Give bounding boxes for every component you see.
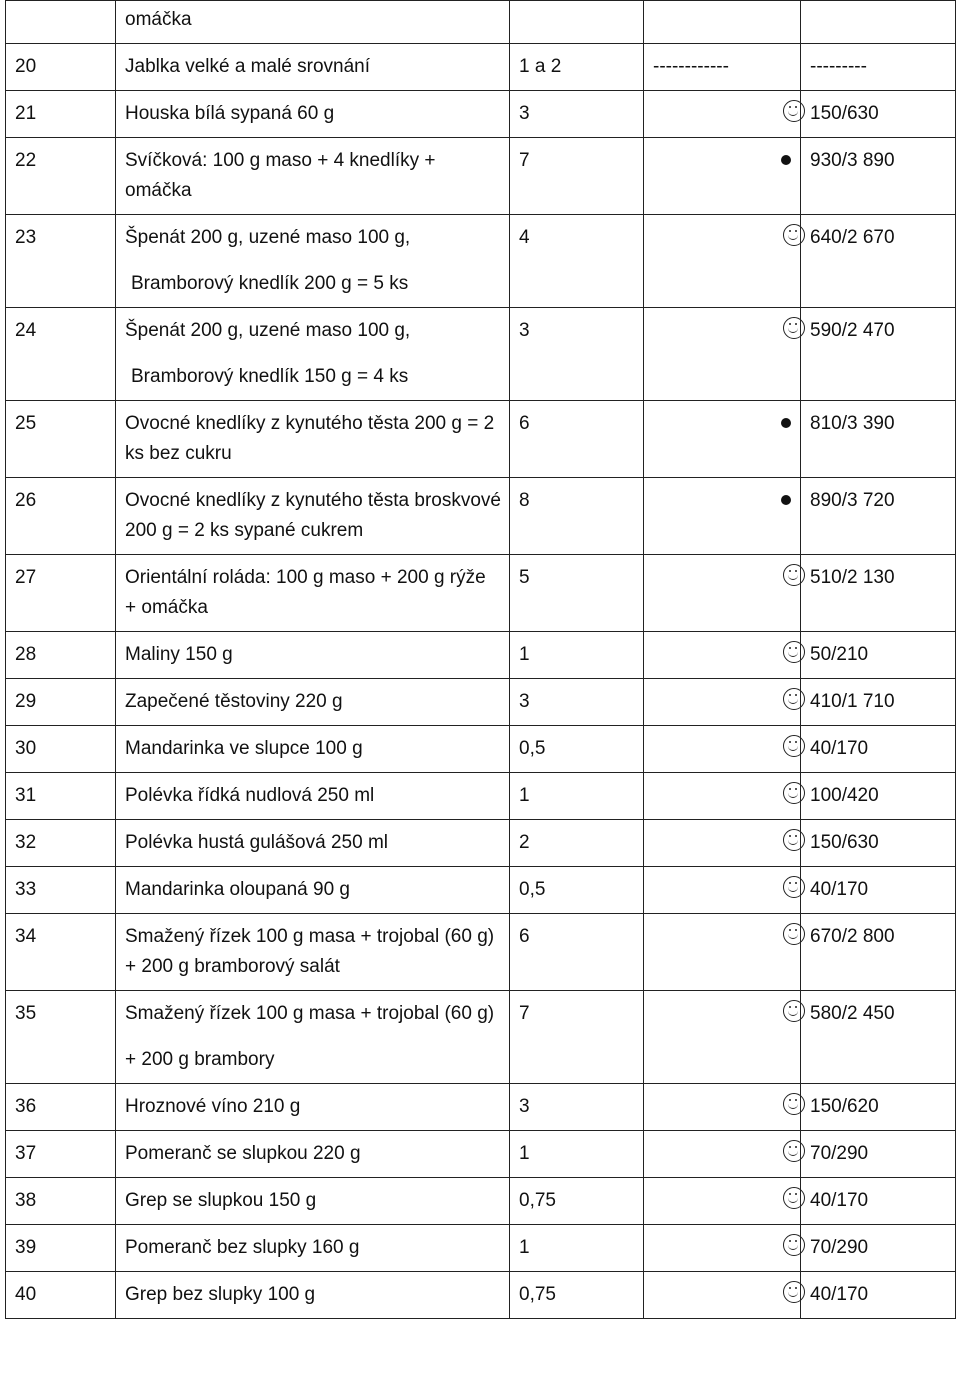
smiley-face-icon	[783, 1234, 805, 1256]
black-dot-icon	[781, 155, 791, 165]
energy-value: 590/2 470	[801, 308, 956, 401]
rating-cell	[644, 1, 801, 44]
table-row	[6, 914, 956, 991]
row-number: 34	[6, 914, 116, 991]
bread-units: 0,5	[510, 867, 644, 914]
bread-units: 1	[510, 1131, 644, 1178]
food-name	[116, 1178, 510, 1225]
bread-units: 1	[510, 1225, 644, 1272]
food-table	[5, 0, 956, 1319]
rating-cell	[644, 991, 801, 1084]
row-number: 37	[6, 1131, 116, 1178]
row-number: 24	[6, 308, 116, 401]
food-name	[116, 726, 510, 773]
smiley-face-icon	[783, 688, 805, 710]
energy-value: 40/170	[801, 726, 956, 773]
rating-cell	[644, 679, 801, 726]
food-name	[116, 867, 510, 914]
smiley-face-icon	[783, 224, 805, 246]
bread-units: 6	[510, 401, 644, 478]
table-row	[6, 555, 956, 632]
food-name-detail: Bramborový knedlík 200 g = 5 ks	[131, 273, 409, 294]
rating-cell	[644, 867, 801, 914]
energy-value: 890/3 720	[801, 478, 956, 555]
smiley-face-icon	[783, 782, 805, 804]
rating-cell	[644, 138, 801, 215]
food-name-text: Orientální roláda: 100 g maso + 200 g rýže + omáčka	[125, 567, 486, 618]
food-name-text: Mandarinka oloupaná 90 g	[125, 879, 351, 900]
rating-cell	[644, 555, 801, 632]
table-row	[6, 679, 956, 726]
bread-units: 5	[510, 555, 644, 632]
energy-value: 640/2 670	[801, 215, 956, 308]
row-number: 40	[6, 1272, 116, 1319]
smiley-face-icon	[783, 876, 805, 898]
food-name	[116, 773, 510, 820]
food-name-text: Zapečené těstoviny 220 g	[125, 691, 343, 712]
energy-value: 810/3 390	[801, 401, 956, 478]
rating-cell	[644, 401, 801, 478]
black-dot-icon	[781, 418, 791, 428]
energy-value: 40/170	[801, 1178, 956, 1225]
table-row	[6, 1272, 956, 1319]
food-name-text: Polévka hustá gulášová 250 ml	[125, 832, 388, 853]
row-number: 33	[6, 867, 116, 914]
food-name	[116, 679, 510, 726]
bread-units: 0,75	[510, 1178, 644, 1225]
smiley-face-icon	[783, 641, 805, 663]
row-number: 39	[6, 1225, 116, 1272]
row-number: 29	[6, 679, 116, 726]
table-row	[6, 991, 956, 1084]
smiley-face-icon	[783, 1140, 805, 1162]
table-row	[6, 44, 956, 91]
energy-value: 50/210	[801, 632, 956, 679]
table-row	[6, 401, 956, 478]
bread-units: 0,75	[510, 1272, 644, 1319]
rating-cell	[644, 478, 801, 555]
food-table-body	[6, 1, 956, 1319]
food-name-text: Smažený řízek 100 g masa + trojobal (60 g)	[125, 1003, 495, 1024]
rating-cell	[644, 91, 801, 138]
food-name	[116, 138, 510, 215]
food-name-text: Houska bílá sypaná 60 g	[125, 103, 335, 124]
rating-cell	[644, 308, 801, 401]
table-row	[6, 138, 956, 215]
table-row	[6, 478, 956, 555]
table-row	[6, 867, 956, 914]
table-row	[6, 308, 956, 401]
energy-value: 510/2 130	[801, 555, 956, 632]
table-row	[6, 91, 956, 138]
food-name	[116, 820, 510, 867]
food-name-text: Špenát 200 g, uzené maso 100 g,	[125, 227, 411, 248]
row-number	[6, 1, 116, 44]
table-row	[6, 1084, 956, 1131]
energy-value	[801, 1, 956, 44]
smiley-face-icon	[783, 735, 805, 757]
food-name	[116, 1272, 510, 1319]
bread-units: 1	[510, 773, 644, 820]
black-dot-icon	[781, 495, 791, 505]
table-row	[6, 820, 956, 867]
bread-units: 3	[510, 1084, 644, 1131]
food-name	[116, 555, 510, 632]
food-name-text: Hroznové víno 210 g	[125, 1096, 301, 1117]
bread-units: 7	[510, 991, 644, 1084]
bread-units: 3	[510, 308, 644, 401]
food-name	[116, 308, 510, 401]
rating-cell	[644, 1178, 801, 1225]
smiley-face-icon	[783, 923, 805, 945]
rating-cell	[644, 773, 801, 820]
smiley-face-icon	[783, 1281, 805, 1303]
smiley-face-icon	[783, 1093, 805, 1115]
bread-units: 1 a 2	[510, 44, 644, 91]
food-name	[116, 478, 510, 555]
table-row	[6, 726, 956, 773]
smiley-face-icon	[783, 829, 805, 851]
energy-value: 150/630	[801, 820, 956, 867]
food-name-text: Pomeranč se slupkou 220 g	[125, 1143, 361, 1164]
food-name	[116, 1131, 510, 1178]
smiley-face-icon	[783, 1187, 805, 1209]
row-number: 21	[6, 91, 116, 138]
smiley-face-icon	[783, 100, 805, 122]
food-name	[116, 91, 510, 138]
rating-cell	[644, 632, 801, 679]
row-number: 23	[6, 215, 116, 308]
food-name	[116, 215, 510, 308]
food-name-detail: + 200 g brambory	[125, 1049, 275, 1070]
food-name-text: Mandarinka ve slupce 100 g	[125, 738, 363, 759]
table-row-continuation	[6, 1, 956, 44]
row-number: 26	[6, 478, 116, 555]
rating-cell	[644, 726, 801, 773]
bread-units: 7	[510, 138, 644, 215]
rating-cell	[644, 1131, 801, 1178]
energy-value: 930/3 890	[801, 138, 956, 215]
table-row	[6, 1178, 956, 1225]
row-number: 30	[6, 726, 116, 773]
food-name-text: Grep bez slupky 100 g	[125, 1284, 316, 1305]
energy-value: 100/420	[801, 773, 956, 820]
bread-units: 4	[510, 215, 644, 308]
bread-units: 0,5	[510, 726, 644, 773]
rating-cell	[644, 1272, 801, 1319]
row-number: 38	[6, 1178, 116, 1225]
energy-value: 670/2 800	[801, 914, 956, 991]
bread-units: 2	[510, 820, 644, 867]
table-row	[6, 1225, 956, 1272]
food-name	[116, 44, 510, 91]
rating-cell	[644, 1225, 801, 1272]
smiley-face-icon	[783, 564, 805, 586]
food-name	[116, 632, 510, 679]
table-row	[6, 773, 956, 820]
bread-units: 1	[510, 632, 644, 679]
energy-value: 410/1 710	[801, 679, 956, 726]
rating-cell	[644, 914, 801, 991]
energy-value: 150/620	[801, 1084, 956, 1131]
table-row	[6, 632, 956, 679]
smiley-face-icon	[783, 317, 805, 339]
row-number: 27	[6, 555, 116, 632]
energy-value: 150/630	[801, 91, 956, 138]
energy-value: 70/290	[801, 1225, 956, 1272]
rating-cell	[644, 1084, 801, 1131]
smiley-face-icon	[783, 1000, 805, 1022]
food-name-text: Polévka řídká nudlová 250 ml	[125, 785, 375, 806]
row-number: 20	[6, 44, 116, 91]
food-name-detail: Bramborový knedlík 150 g = 4 ks	[131, 366, 409, 387]
rating-cell	[644, 215, 801, 308]
energy-value: 580/2 450	[801, 991, 956, 1084]
food-name: omáčka	[116, 1, 510, 44]
bread-units: 3	[510, 679, 644, 726]
row-number: 31	[6, 773, 116, 820]
food-name	[116, 914, 510, 991]
food-name	[116, 1084, 510, 1131]
food-name-text: Ovocné knedlíky z kynutého těsta broskvové 200 g = 2 ks sypané cukrem	[125, 490, 501, 541]
row-number: 22	[6, 138, 116, 215]
food-name	[116, 991, 510, 1084]
energy-value: 40/170	[801, 1272, 956, 1319]
energy-value: 40/170	[801, 867, 956, 914]
food-name-text: Grep se slupkou 150 g	[125, 1190, 317, 1211]
rating-cell: ------------	[644, 44, 801, 91]
food-name-text: Pomeranč bez slupky 160 g	[125, 1237, 360, 1258]
food-name-text: Maliny 150 g	[125, 644, 233, 665]
food-name-text: Smažený řízek 100 g masa + trojobal (60 g) + 200 g bramborový salát	[125, 926, 495, 977]
bread-units: 6	[510, 914, 644, 991]
bread-units	[510, 1, 644, 44]
table-row	[6, 1131, 956, 1178]
row-number: 25	[6, 401, 116, 478]
rating-cell	[644, 820, 801, 867]
row-number: 35	[6, 991, 116, 1084]
row-number: 32	[6, 820, 116, 867]
table-row	[6, 215, 956, 308]
food-name	[116, 401, 510, 478]
food-name	[116, 1225, 510, 1272]
energy-value: 70/290	[801, 1131, 956, 1178]
energy-value: ---------	[801, 44, 956, 91]
bread-units: 3	[510, 91, 644, 138]
food-name-text: Jablka velké a malé srovnání	[125, 56, 371, 77]
bread-units: 8	[510, 478, 644, 555]
row-number: 28	[6, 632, 116, 679]
food-name-text: Svíčková: 100 g maso + 4 knedlíky + omáčka	[125, 150, 436, 201]
food-name-text: Špenát 200 g, uzené maso 100 g,	[125, 320, 411, 341]
row-number: 36	[6, 1084, 116, 1131]
food-name-text: Ovocné knedlíky z kynutého těsta 200 g = 2 ks bez cukru	[125, 413, 495, 464]
